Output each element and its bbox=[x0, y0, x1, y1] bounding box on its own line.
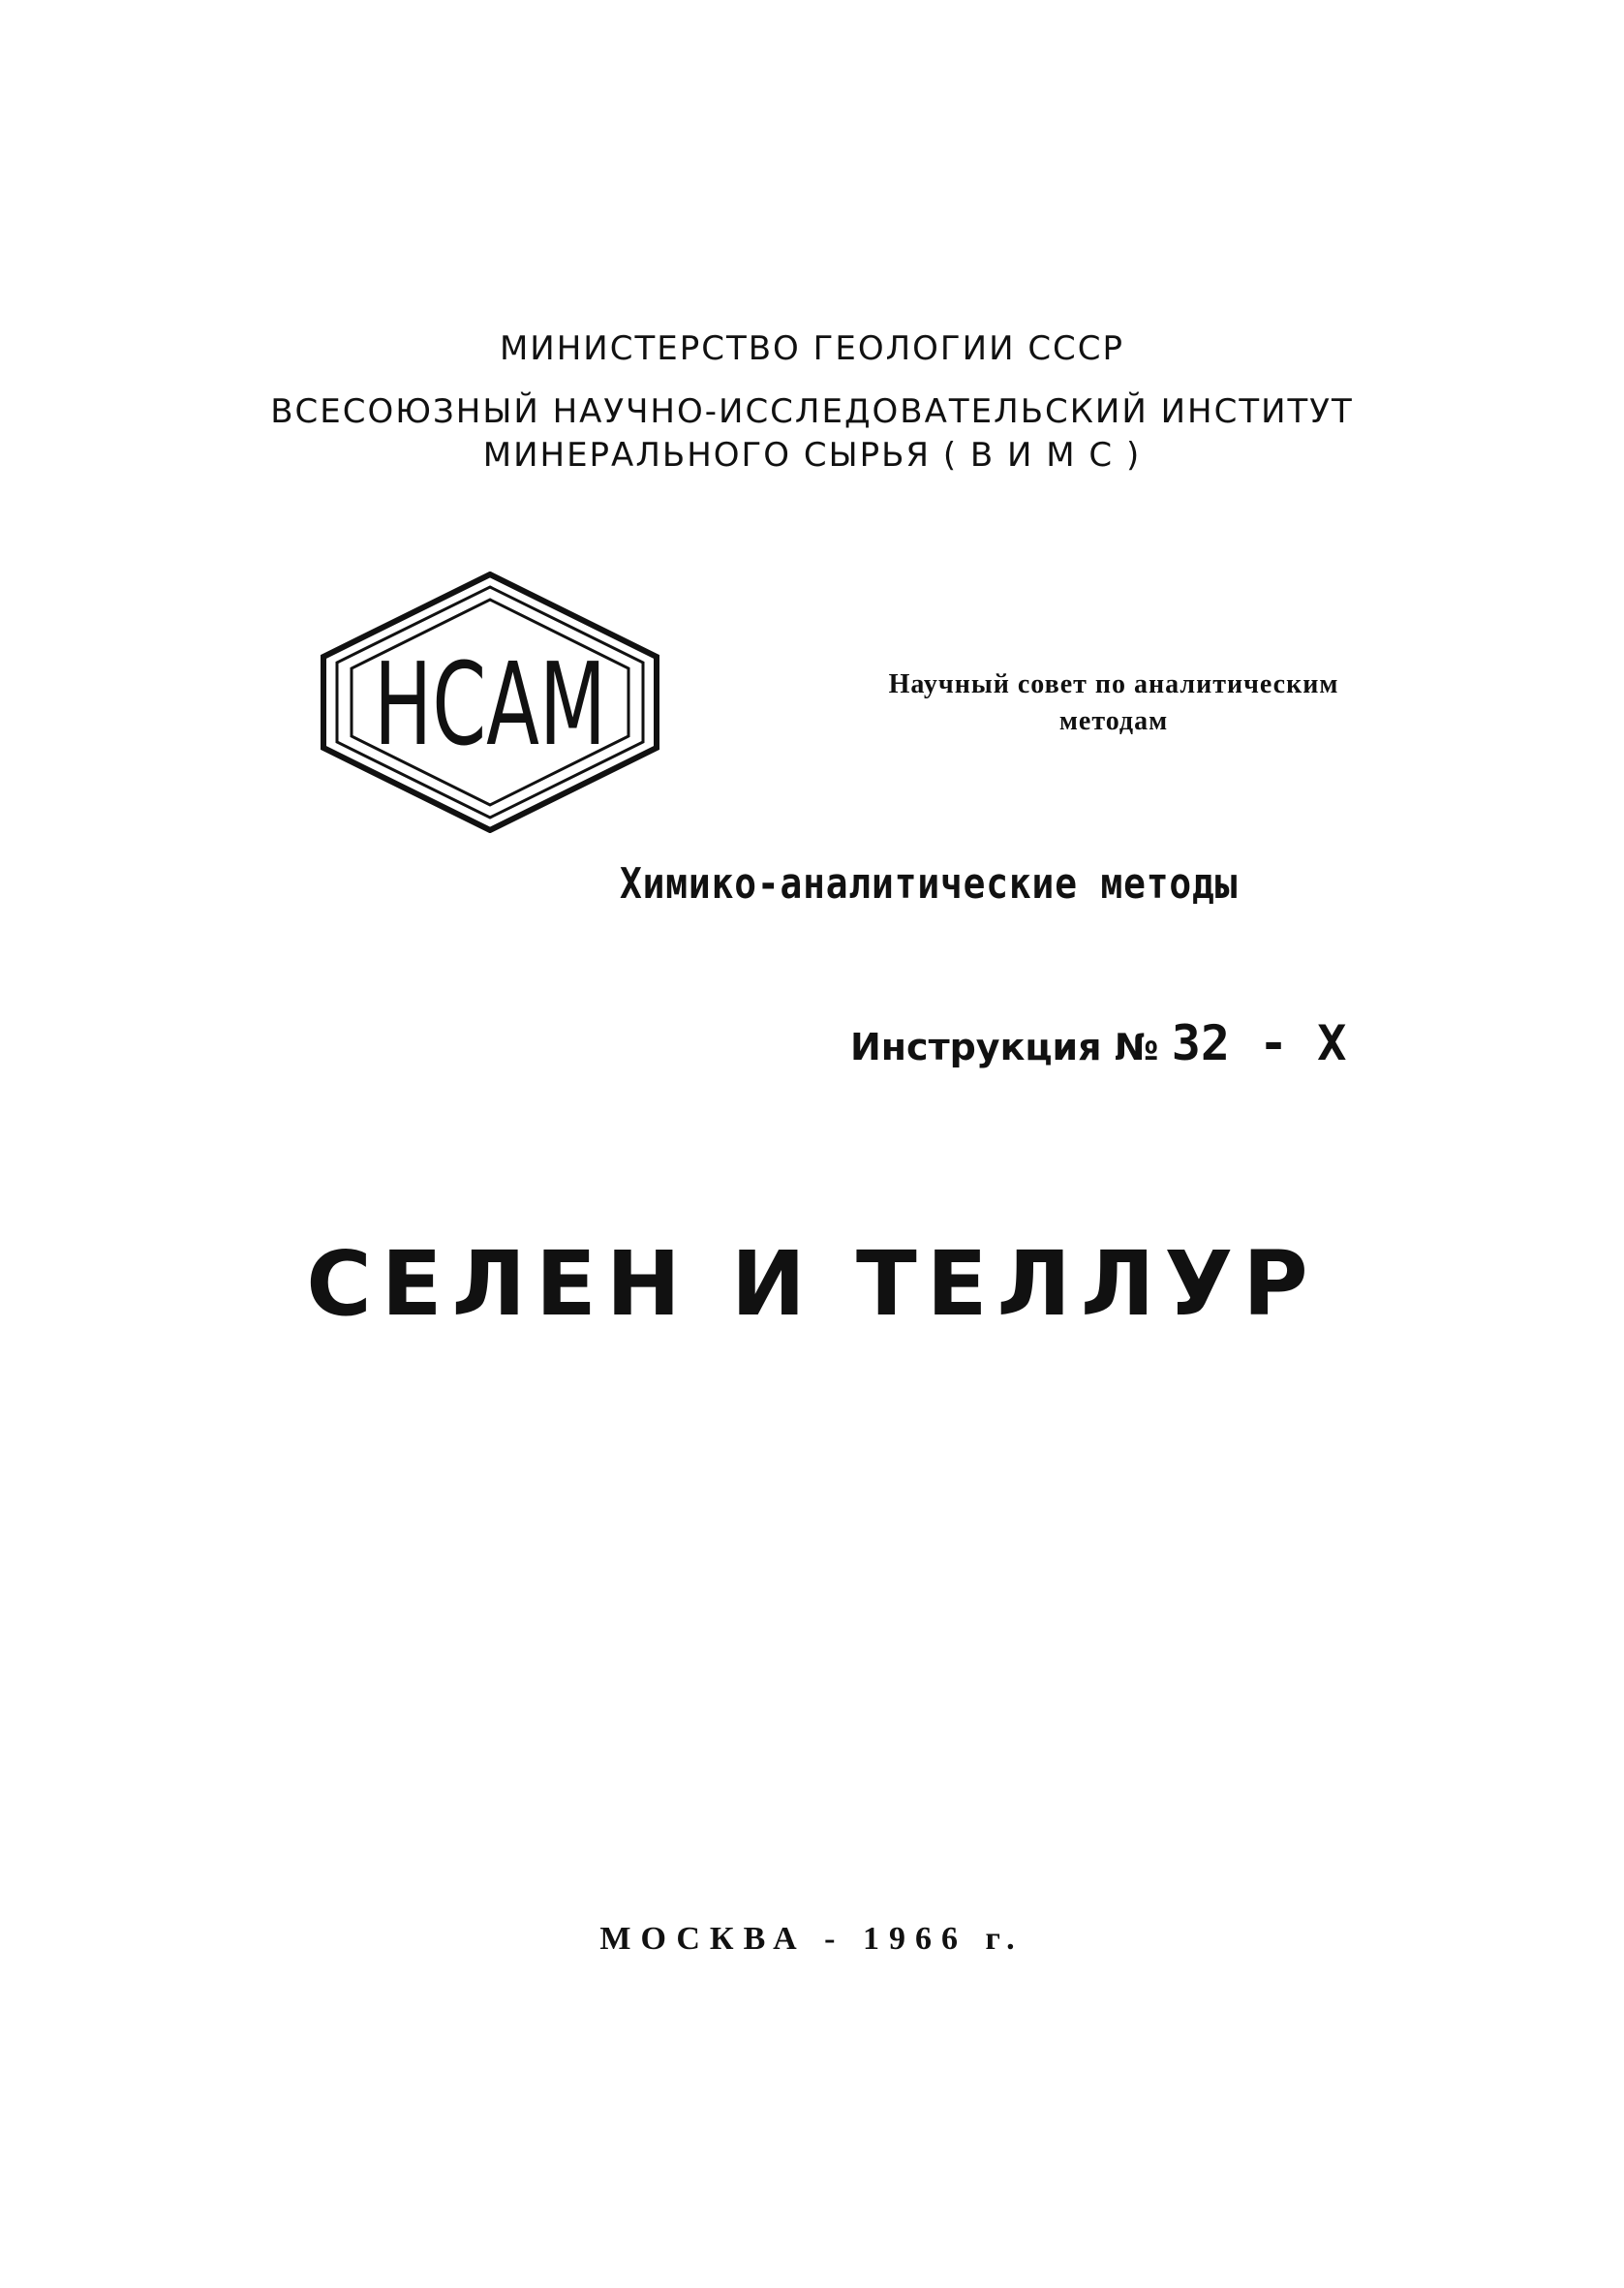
council-line1: Научный совет по аналитическим bbox=[888, 669, 1339, 699]
document-title: СЕЛЕН И ТЕЛЛУР bbox=[306, 1232, 1318, 1336]
ncam-logo-hexagon-icon bbox=[318, 572, 662, 833]
scientific-council bbox=[804, 666, 1424, 740]
place-and-year: МОСКВА - 1966 г. bbox=[599, 1921, 1025, 1957]
series-title: Химико-аналитические методы bbox=[620, 859, 1239, 909]
ministry-name: МИНИСТЕРСТВО ГЕОЛОГИИ СССР bbox=[499, 329, 1125, 368]
instruction-number bbox=[850, 1015, 1346, 1071]
logo-text: НСАМ bbox=[374, 637, 606, 771]
council-line2: методам bbox=[1058, 706, 1169, 736]
instruction-label: Инструкция № bbox=[850, 1026, 1159, 1068]
institute-name-line2: МИНЕРАЛЬНОГО СЫРЬЯ ( В И М С ) bbox=[482, 436, 1142, 475]
instruction-code: 32 - Х bbox=[1171, 1015, 1347, 1071]
institute-name-line1: ВСЕСОЮЗНЫЙ НАУЧНО-ИССЛЕДОВАТЕЛЬСКИЙ ИНСТИТУТ bbox=[270, 392, 1354, 431]
